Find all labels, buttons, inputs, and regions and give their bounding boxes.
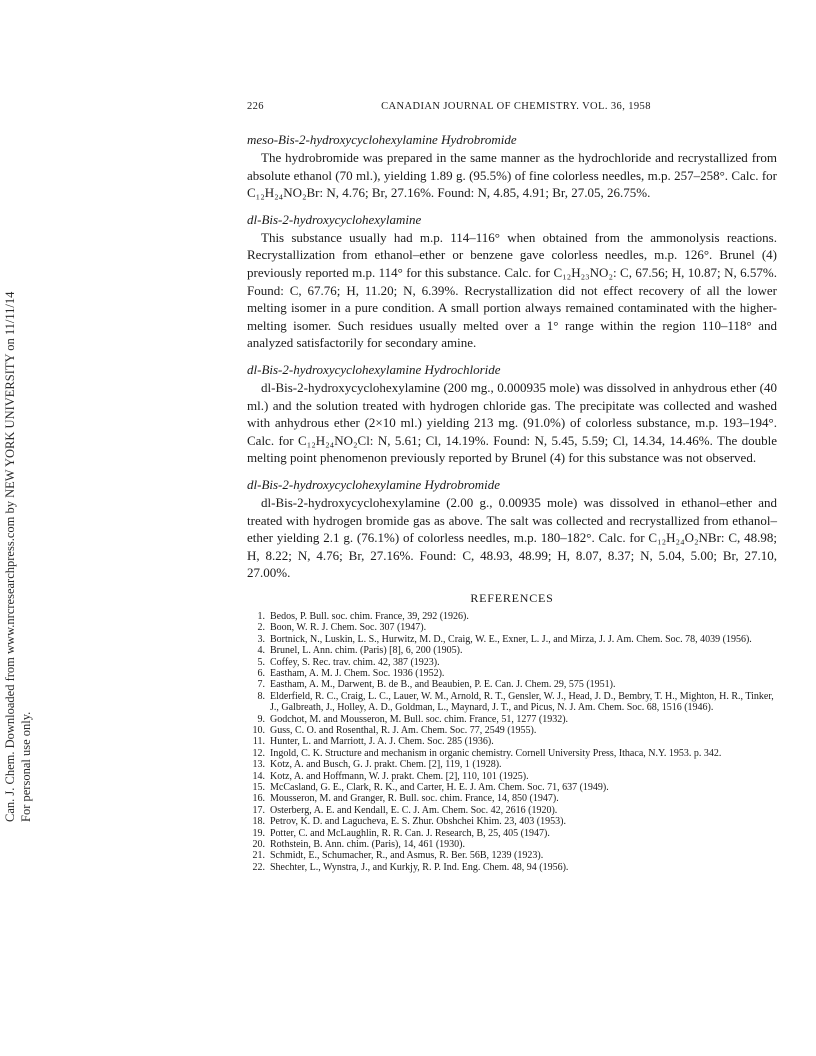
reference-number: 8. [257,690,265,702]
reference-item [247,805,777,816]
section-meso-hydrobromide [247,131,777,202]
reference-text: Osterberg, A. E. and Kendall, E. C. J. Am. Chem. Soc. 42, 2616 (1920). [270,804,558,816]
reference-text: Brunel, L. Ann. chim. (Paris) [8], 6, 200 (1905). [270,645,463,657]
section-dl-hydrobromide [247,476,777,582]
section-dl-hydrochloride [247,361,777,467]
reference-text: Kotz, A. and Hoffmann, W. J. prakt. Chem. [2], 110, 101 (1925). [270,770,529,782]
running-head [247,101,777,117]
reference-number: 17. [252,804,265,816]
reference-item [247,816,777,827]
reference-item [247,645,777,656]
section-title: dl-Bis-2-hydroxycyclohexylamine Hydrobromide [247,476,501,492]
section-body: dl-Bis-2-hydroxycyclohexylamine (2.00 g., 0.00935 mole) was dissolved in ethanol–ether and treated with hydrogen bromide gas as above. The salt was collected and recrystallized from ethanol–ether yielding 2.1 g. (76.1%) of colorless needles, m.p. 180–182°. Calc. for C₁₂H₂₄O₂NBr: C, 48.98; H, 8.22; N, 4.76; Br, 27.16%. Found: C, 48.93, 48.99; H, 8.07, 8.37; N, 5.04, 5.00; Br, 27.10, 27.00%. [247,494,777,581]
reference-number: 13. [252,759,265,771]
section-body: dl-Bis-2-hydroxycyclohexylamine (200 mg., 0.000935 mole) was dissolved in anhydrous ether (40 ml.) and the solution treated with hydrogen chloride gas. The precipitate was collected and washed with anhydrous ether (2×10 ml.) yielding 213 mg. (91.0%) of colorless substance, m.p. 193–194°. Calc. for C₁₂H₂₄NO₂Cl: N, 5.61; Cl, 14.19%. Found: N, 5.45, 5.59; Cl, 14.34, 14.46%. The double melting point phenomenon previously reported by Brunel (4) for this substance was not observed. [247,379,777,466]
section-title: dl-Bis-2-hydroxycyclohexylamine Hydrochloride [247,361,501,377]
reference-item [247,714,777,725]
reference-item [247,759,777,770]
reference-item [247,622,777,633]
download-watermark [2,262,36,822]
section-title: dl-Bis-2-hydroxycyclohexylamine [247,211,422,227]
reference-number: 9. [257,713,265,725]
reference-item [247,862,777,873]
reference-number: 5. [257,656,265,668]
reference-text: Eastham, A. M. J. Chem. Soc. 1936 (1952). [270,667,445,679]
reference-number: 14. [252,770,265,782]
reference-text: Coffey, S. Rec. trav. chim. 42, 387 (1923). [270,656,440,668]
journal-title: CANADIAN JOURNAL OF CHEMISTRY. VOL. 36, 1958 [381,101,651,112]
reference-item [247,657,777,668]
reference-item [247,771,777,782]
reference-item [247,839,777,850]
reference-number: 6. [257,667,265,679]
reference-number: 16. [252,793,265,805]
reference-number: 3. [257,633,265,645]
reference-text: Godchot, M. and Mousseron, M. Bull. soc. chim. France, 51, 1277 (1932). [270,713,569,725]
reference-text: Potter, C. and McLaughlin, R. R. Can. J. Research, B, 25, 405 (1947). [270,827,550,839]
reference-item [247,611,777,622]
reference-item [247,828,777,839]
reference-text: Shechter, L., Wynstra, J., and Kurkjy, R. P. Ind. Eng. Chem. 48, 94 (1956). [270,861,569,873]
watermark-line-2: For personal use only. [19,711,33,822]
reference-item [247,668,777,679]
reference-text: Bedos, P. Bull. soc. chim. France, 39, 292 (1926). [270,610,469,622]
article-page [247,101,777,873]
reference-text: McCasland, G. E., Clark, R. K., and Carter, H. E. J. Am. Chem. Soc. 71, 637 (1949). [270,781,609,793]
reference-number: 7. [257,679,265,691]
reference-item [247,691,777,714]
reference-number: 4. [257,645,265,657]
reference-text: Petrov, K. D. and Lagucheva, E. S. Zhur. Obshchei Khim. 23, 403 (1953). [270,816,566,828]
reference-number: 2. [257,622,265,634]
reference-number: 21. [252,850,265,862]
reference-item [247,793,777,804]
reference-item [247,850,777,861]
page-number: 226 [247,101,264,112]
reference-text: Rothstein, B. Ann. chim. (Paris), 14, 461 (1930). [270,839,465,850]
reference-text: Guss, C. O. and Rosenthal, R. J. Am. Chem. Soc. 77, 2549 (1955). [270,724,537,736]
reference-item [247,782,777,793]
section-body: The hydrobromide was prepared in the same manner as the hydrochloride and recrystallized from absolute ethanol (70 ml.), yielding 1.89 g. (95.5%) of fine colorless needles, m.p. 257–258°. Calc. for C₁₂H₂₄NO₂Br: N, 4.76; Br, 27.16%. Found: N, 4.85, 4.91; Br, 27.05, 26.75%. [247,150,777,201]
references-heading: REFERENCES [470,590,554,605]
reference-text: Hunter, L. and Marriott, J. A. J. Chem. Soc. 285 (1936). [270,736,494,748]
reference-text: Elderfield, R. C., Craig, L. C., Lauer, W. M., Arnold, R. T., Gensler, W. J., Head, J. D., Bembry, T. H., Mighton, H. R., Tinker, J., Galbreath, J., Holley, A. D., Goldman, L., Maynard, J. T., and Picus, N. J. Am. Chem. Soc. 68, 1516 (1946). [270,690,774,714]
watermark-line-1: Can. J. Chem. Downloaded from www.nrcresearchpress.com by NEW YORK UNIVERSITY on 11/11/14 [3,291,17,822]
section-title: meso-Bis-2-hydroxycyclohexylamine Hydrobromide [247,132,517,147]
reference-item [247,736,777,747]
reference-text: Eastham, A. M., Darwent, B. de B., and Beaubien, P. E. Can. J. Chem. 29, 575 (1951). [270,679,616,691]
reference-text: Mousseron, M. and Granger, R. Bull. soc. chim. France, 14, 850 (1947). [270,793,559,805]
section-body: This substance usually had m.p. 114–116° when obtained from the ammonolysis reactions. Recrystallization from ethanol–ether or benzene gave colorless needles, m.p. 126°. Brunel (4) previously reported m.p. 114° for this substance. Calc. for C₁₂H₂₃NO₂: C, 67.56; H, 10.87; N, 6.57%. Found: C, 67.76; H, 11.20; N, 6.39%. Recrystallization did not effect recovery of all the lower melting isomer in a pure condition. A small portion always remained contaminated with the higher-melting isomer. Such residues usually melted over a 1° range within the region 110–118° and analyzed satisfactorily for secondary amine. [247,229,777,351]
reference-text: Kotz, A. and Busch, G. J. prakt. Chem. [2], 119, 1 (1928). [270,759,502,771]
reference-text: Boon, W. R. J. Chem. Soc. 307 (1947). [270,622,427,634]
reference-number: 15. [252,781,265,793]
reference-item [247,679,777,690]
reference-item [247,725,777,736]
reference-number: 20. [252,839,265,850]
reference-number: 22. [252,861,265,873]
reference-item [247,634,777,645]
references-list [247,611,777,873]
reference-text: Ingold, C. K. Structure and mechanism in organic chemistry. Cornell University Press, Ithaca, N.Y. 1953. p. 342. [270,747,722,759]
reference-text: Schmidt, E., Schumacher, R., and Asmus, R. Ber. 56B, 1239 (1923). [270,850,544,862]
reference-number: 18. [252,816,265,828]
reference-number: 10. [252,724,265,736]
reference-number: 19. [252,827,265,839]
reference-text: Bortnick, N., Luskin, L. S., Hurwitz, M. D., Craig, W. E., Exner, L. J., and Mirza, J. J. Am. Chem. Soc. 78, 4039 (1956). [270,633,752,645]
reference-number: 11. [252,736,265,748]
section-dl-amine [247,211,777,352]
reference-item [247,748,777,759]
reference-number: 1. [257,610,265,622]
reference-number: 12. [252,747,265,759]
